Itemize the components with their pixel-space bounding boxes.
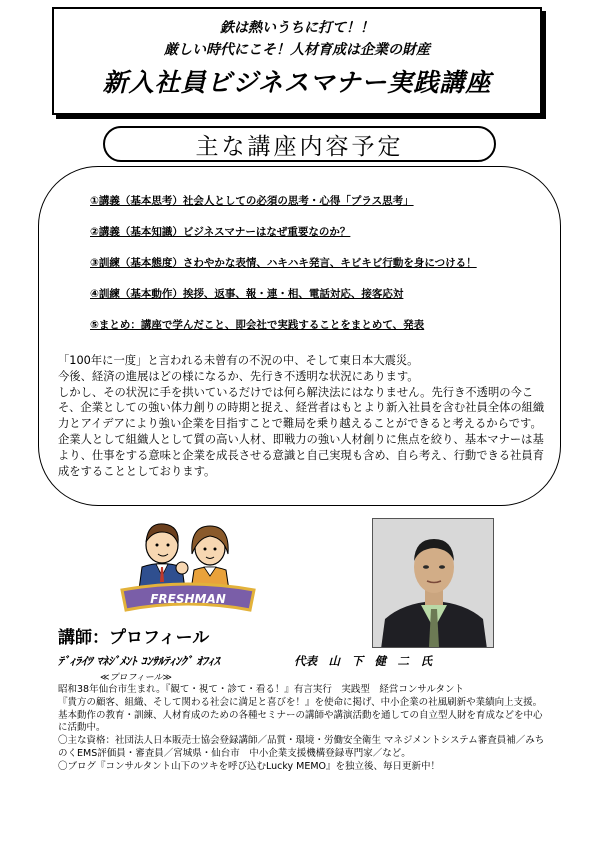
profile-body (58, 684, 548, 774)
section-heading: 主な講座内容予定 (103, 126, 496, 162)
document-title: 新入社員ビジネスマナー実践講座 (102, 68, 492, 97)
freshman-mascot-illustration (118, 512, 258, 618)
title-box (52, 7, 542, 115)
instructor-portrait-photo (372, 518, 494, 648)
course-item-1: ①講義（基本思考）社会人としての必須の思考・心得「プラス思考」 (90, 195, 414, 207)
profile-paragraph-4: 〇ブログ『コンサルタント山下のツキを呼び込むLucky MEMO』を独立後、毎日更新中！ (58, 760, 441, 772)
course-item-5: ⑤まとめ：講座で学んだこと、即会社で実践することをまとめて、発表 (90, 319, 425, 331)
profile-paragraph-2: 『貴方の顧客、組織、そして関わる社会に満足と喜びを！』を使命に掲げ、中小企業の社風刷新や業績向上支援。基本動作の教育・訓練、人材育成のための各種セミナーの講師や講演活動を通しての自立型人財を育成などを中心に活動中。 (58, 696, 543, 734)
course-list (90, 193, 560, 348)
intro-paragraph-4: 企業人として組織人として質の高い人材、即戦力の強い人材創りに焦点を絞り、基本マナーは基より、仕事をする意味と企業を成長させる意識と自己実現も含め、自ら考え、行動できる社員育成をすることとしております。 (58, 432, 544, 478)
course-item-3: ③訓練（基本態度）さわやかな表情、ハキハキ発言、キビキビ行動を身につける！ (90, 257, 477, 269)
intro-paragraph-3: しかし、その状況に手を拱いているだけでは何ら解決法にはなりません。先行き不透明の今こそ、企業としての強い体力創りの時期と捉え、経営者はもとより新入社員を含む社員全体の組織力とアイデアにより強い企業を目指すことで難局を乗り越えることができると考えるからです。 (58, 385, 545, 431)
intro-paragraph-1: 「100年に一度」と言われる未曾有の不況の中、そして東日本大震災。 (58, 354, 419, 367)
course-item-4: ④訓練（基本動作）挨拶、返事、報・連・相、電話対応、接客応対 (90, 288, 404, 300)
instructor-name-line (58, 653, 498, 669)
profile-paragraph-1: 昭和38年仙台市生まれ。『観て・視て・診て・看る！』有言実行 実践型 経営コンサルタント (58, 684, 465, 695)
instructor-heading: 講師：プロフィール (58, 628, 210, 648)
header-tagline-2: 厳しい時代にこそ！人材育成は企業の財産 (164, 42, 430, 58)
instructor-office: ﾃﾞｨﾗｲﾂ ﾏﾈｼﾞﾒﾝﾄ ｺﾝｻﾙﾃｨﾝｸﾞ ｵﾌｨｽ (58, 654, 220, 668)
intro-text (58, 353, 548, 479)
freshman-banner-text: FRESHMAN (150, 592, 226, 606)
instructor-name: 代表 山 下 健 二 氏 (294, 654, 432, 668)
course-item-2: ②講義（基本知識）ビジネスマナーはなぜ重要なのか？ (90, 226, 351, 238)
intro-paragraph-2: 今後、経済の進展はどの様になるか、先行き不透明な状況にあります。 (58, 369, 419, 383)
profile-label: ≪プロフィール≫ (100, 673, 172, 683)
profile-paragraph-3: 〇主な資格：社団法人日本販売士協会登録講師／品質・環境・労働安全衛生 マネジメントシステム審査員補／みちのくEMS評価員・審査員／宮城県・仙台市 中小企業支援機構登録専門家／など。 (58, 735, 545, 759)
header-tagline-1: 鉄は熱いうちに打て！！ (220, 20, 374, 36)
